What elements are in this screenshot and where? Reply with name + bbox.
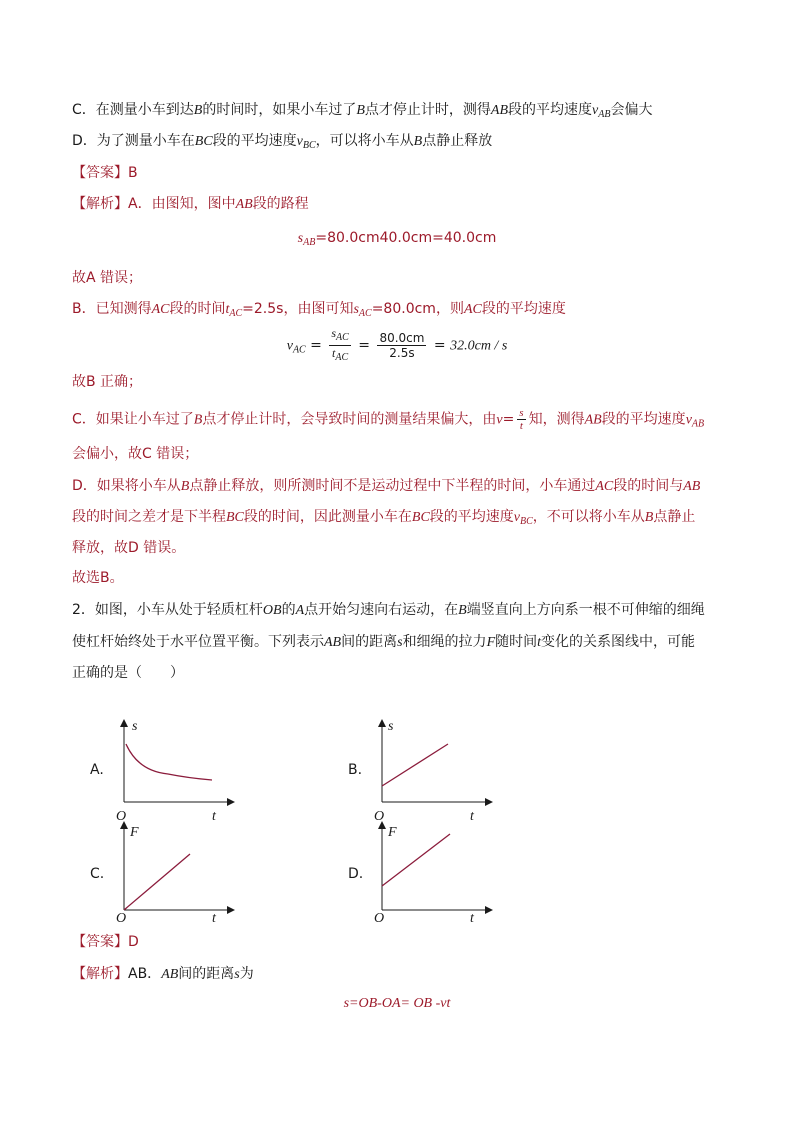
answer-label: 【答案】 [72,934,128,950]
text: 点才停止计时，测得 [364,102,491,118]
text: 80.0cm [379,331,425,345]
text: B [458,603,467,618]
graph-d [366,818,496,926]
text: AB [161,967,179,982]
text: B [193,412,203,428]
formula-sab [0,230,794,248]
text: 点开始匀速向右运动，在 [304,602,459,618]
text: AC [336,332,349,343]
a-conclusion: 故A 错误； [72,270,143,286]
text: BC [226,510,244,525]
text: ，不可以将小车从 [532,509,645,525]
q2-line-2 [72,632,695,653]
text: 点静止释放 [422,133,493,149]
text: AB． [128,966,162,982]
text: s [234,967,240,982]
text: B [180,479,190,494]
text: B．已知测得 [72,301,152,317]
y-label: F [130,825,139,840]
text: 段的时间与 [613,478,684,494]
text: 知，测得 [528,411,585,428]
text: s [353,302,359,317]
analysis-c-2: 会偏小，故C 错误； [72,446,199,462]
text: v [286,338,293,354]
text: 端竖直向上方向系一根不可伸缩的细绳 [466,602,705,618]
text: s [519,407,524,419]
text: v [592,103,599,118]
text: 段的时间 [169,301,226,317]
q2-analysis [72,964,254,985]
text: 段的时间，因此测量小车在 [243,509,412,525]
line-d [382,834,450,886]
formula-vac [0,326,794,366]
final-choice: 故选B。 [72,570,124,586]
x-label: t [470,809,474,824]
text: v [685,412,692,428]
text: 和细绳的拉力 [402,634,487,650]
b-conclusion: 故B 正确； [72,374,143,390]
text: AB [303,237,316,248]
equals: = [310,337,322,354]
text: AC [229,308,243,319]
q2-formula: s=OB-OA= OB -vt [343,996,451,1011]
text: AC [335,352,349,363]
text: 的 [281,602,296,618]
text: BC [194,134,213,149]
text: D．如果将小车从 [72,478,181,494]
curve-a [126,744,212,780]
text: 32.0cm / s [450,338,508,354]
text: =80.0cm40.0cm=40.0cm [315,230,497,246]
text: 点静止释放，则所测时间不是运动过程中下半程的时间，小车通过 [189,478,596,494]
analysis-d-1 [72,476,700,497]
equals: = [358,337,370,354]
text: BC [302,140,316,151]
text: =2.5s，由图可知 [242,301,354,317]
text: B [413,134,423,149]
text: C．在测量小车到达 [72,102,194,118]
text: = [502,411,515,428]
line-b [382,744,448,786]
text: t [537,635,542,650]
text: 段的平均速度 [508,102,593,118]
analysis-label: 【解析】 [72,966,128,982]
text: F [486,635,496,650]
origin-label: O [374,809,385,824]
line-c [124,854,190,910]
text: 段的平均速度 [212,133,297,149]
q2-answer-line [72,932,139,952]
text: AB [490,103,509,118]
option-d [72,131,492,156]
text: 间的距离 [341,634,398,650]
equals: = [433,337,446,354]
text: 为 [239,966,254,982]
text: BC [520,516,533,527]
text: t [519,420,523,432]
analysis-d-2 [72,507,695,532]
text: OB [262,603,282,618]
option-c-label: C. [90,866,105,882]
answer-line [72,163,138,183]
analysis-label: 【解析】 [72,196,128,212]
text: AC [358,308,372,319]
text: 随时间 [495,634,538,650]
text: AB [324,635,342,650]
text: 使杠杆始终处于水平位置平衡。下列表示 [72,634,324,650]
answer-label: 【答案】 [72,165,128,181]
text: B [644,510,654,525]
text: ，可以将小车从 [315,133,414,149]
text: D．为了测量小车在 [72,133,195,149]
text: =80.0cm，则 [371,301,464,317]
text: AC [151,302,170,317]
text: AC [463,302,482,317]
text: AC [292,344,306,356]
answer-value: D [128,934,139,950]
option-c [72,100,652,125]
y-label: s [132,719,138,734]
text: 2．如图，小车从处于轻质杠杆 [72,602,263,618]
text: s [331,326,337,340]
text: 变化的关系图线中，可能 [541,634,696,650]
text: v [513,510,520,525]
text: v [496,412,503,428]
text: AB [683,479,701,494]
answer-value: B [128,165,138,181]
text: BC [411,510,430,525]
text: 段的平均速度 [601,411,686,428]
fraction-s-t [329,326,350,365]
text: B [356,103,365,118]
text: v [296,134,303,149]
graph-a [108,716,238,824]
text: B [193,103,203,118]
option-d-label: D. [348,866,364,882]
origin-label: O [374,911,385,926]
text: 段的平均速度 [481,301,566,317]
analysis-b [72,299,566,324]
y-label: F [388,825,397,840]
text: 段的路程 [252,196,309,212]
text: 的时间时，如果小车过了 [202,102,357,118]
option-b-label: B. [348,762,363,778]
fraction-s-over-t [517,407,525,432]
text: AC [595,479,614,494]
text: 点静止 [653,509,696,525]
text: 段的时间之差才是下半程 [72,509,226,525]
analysis-c-1 [72,407,704,435]
text: 间的距离 [178,966,235,982]
text: AB [235,197,253,212]
text: C．如果让小车过了 [72,411,194,428]
x-label: t [212,809,216,824]
text: AB [584,412,602,428]
text: 点才停止计时，会导致时间的测量结果偏大，由 [202,411,497,428]
q2-line-3: 正确的是（ ） [72,665,184,681]
text: AB [598,109,611,120]
text: t [225,302,230,317]
graph-c [108,818,238,926]
text: t [332,346,336,360]
option-a-label: A. [90,762,104,778]
fraction-values [377,331,426,360]
analysis-d-3: 释放，故D 错误。 [72,540,186,556]
x-label: t [470,911,474,926]
origin-label: O [116,911,127,926]
graph-b [366,716,496,824]
text: 会偏大 [610,102,653,118]
text: 段的平均速度 [429,509,514,525]
text: 2.5s [389,346,415,360]
origin-label: O [116,809,127,824]
text: AB [691,418,705,430]
text: A．由图知，图中 [128,196,236,212]
text: s [297,231,304,246]
q2-line-1 [72,600,705,621]
y-label: s [388,719,394,734]
text: s [397,635,403,650]
analysis-a [72,194,309,215]
x-label: t [212,911,216,926]
text: A [295,603,305,618]
